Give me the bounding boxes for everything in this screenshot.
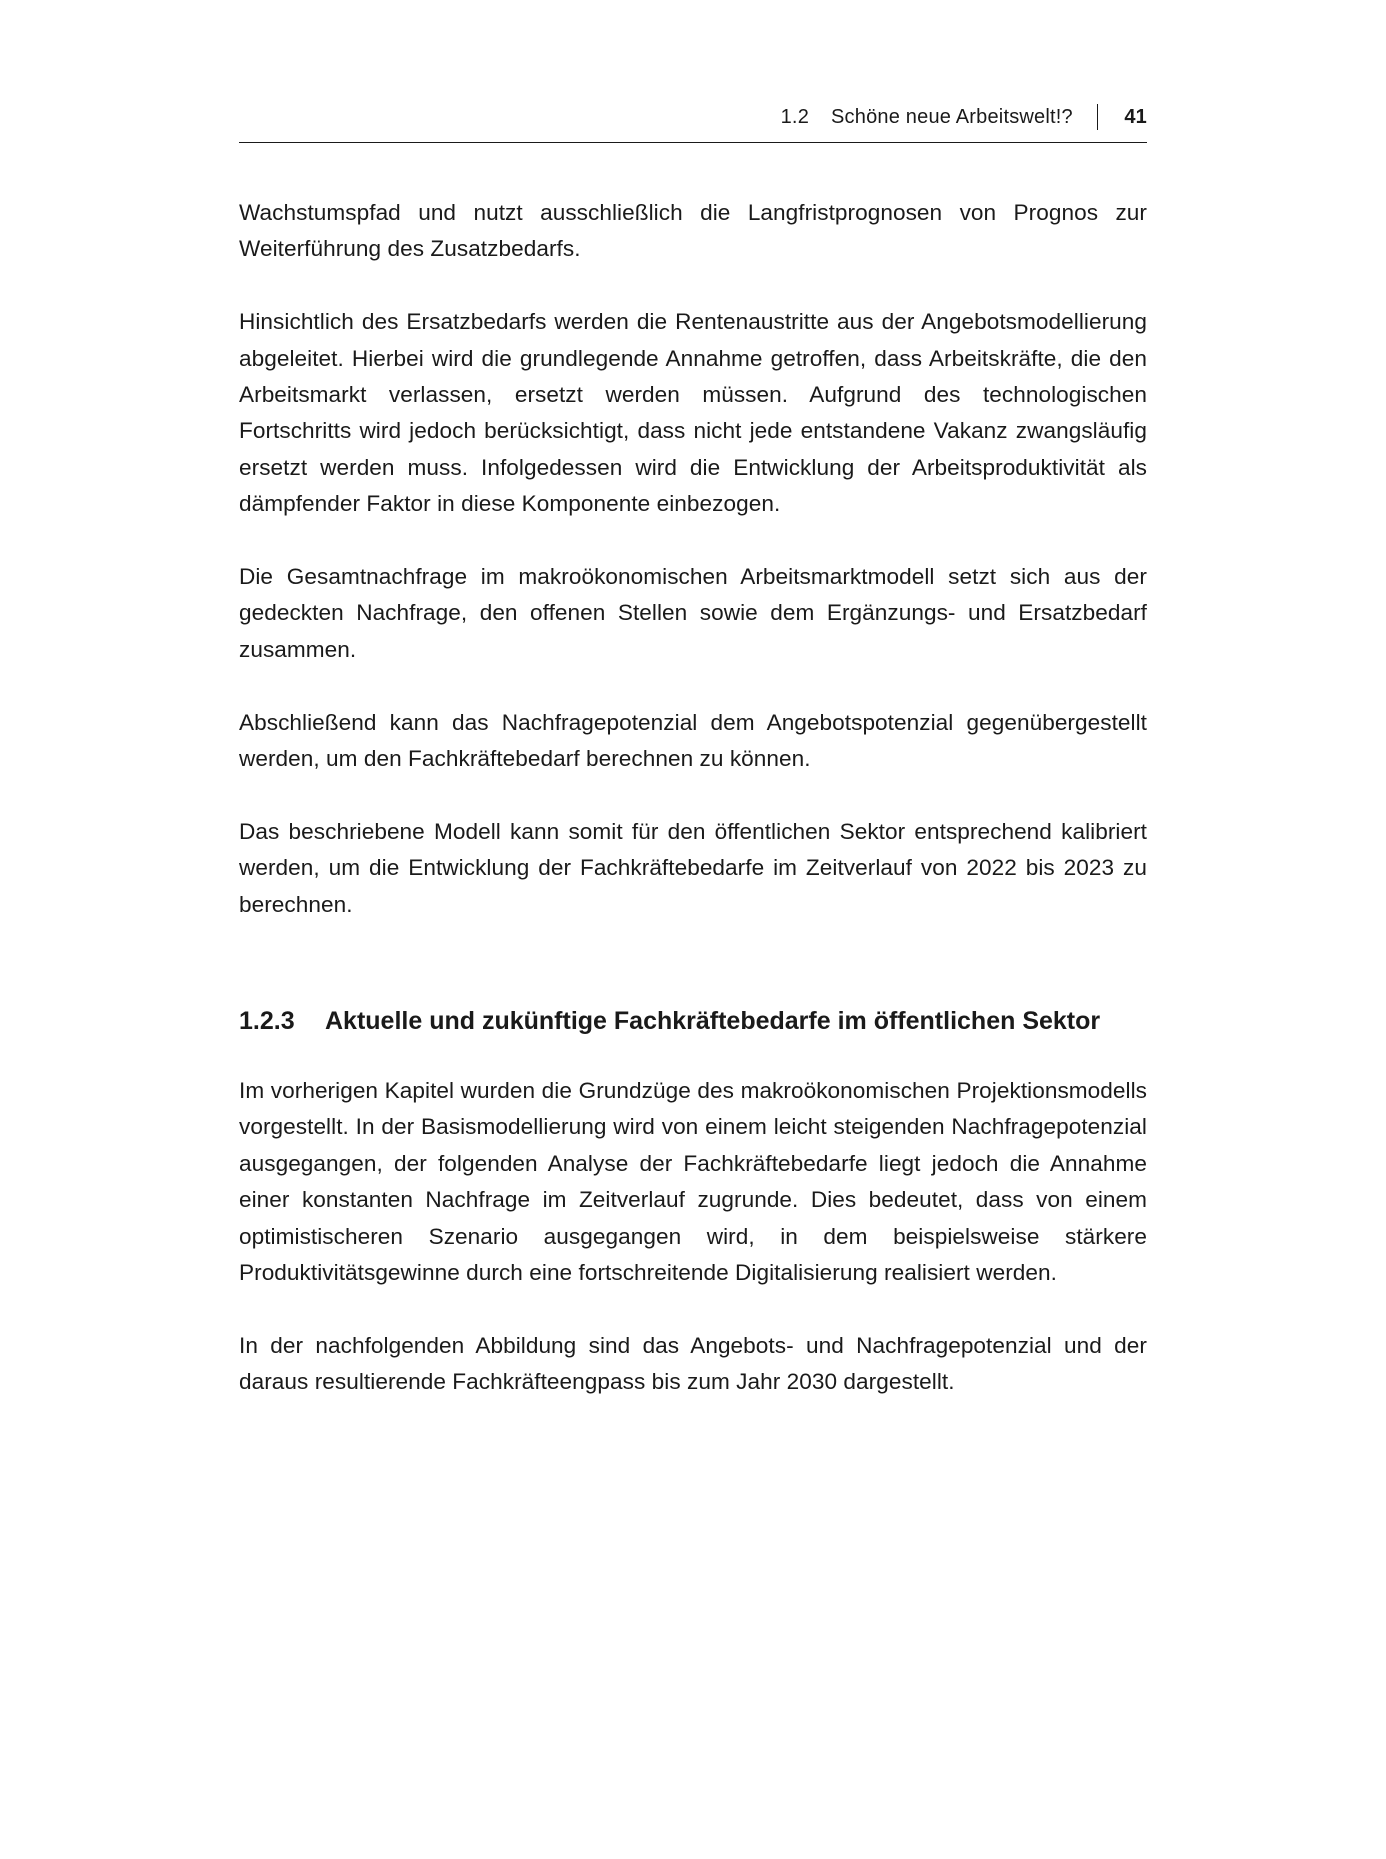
running-header	[239, 104, 1147, 143]
page-number: 41	[1124, 105, 1147, 128]
page-body	[239, 195, 1147, 1437]
paragraph: Im vorherigen Kapitel wurden die Grundzüge des makroökonomischen Projektionsmodells vorgestellt. In der Basismodellierung wird von einem leicht steigenden Nachfragepotenzial ausgegangen, der folgenden Analyse der Fachkräftebedarfe liegt jedoch die Annahme einer konstanten Nachfrage im Zeitverlauf zugrunde. Dies bedeutet, dass von einem optimistischeren Szenario ausgegangen wird, in dem beispielsweise stärkere Produktivitätsgewinne durch eine fortschreitende Digitalisierung realisiert werden.	[239, 1078, 1147, 1286]
section-title: Aktuelle und zukünftige Fachkräftebedarfe im öffentlichen Sektor	[325, 1007, 1101, 1036]
running-header-content	[781, 104, 1147, 130]
header-section-title: Schöne neue Arbeitswelt!?	[831, 105, 1073, 128]
section-number: 1.2.3	[239, 1007, 295, 1036]
paragraph: Hinsichtlich des Ersatzbedarfs werden die Rentenaustritte aus der Angebotsmodellierung abgeleitet. Hierbei wird die grundlegende Annahme getroffen, dass Arbeitskräfte, die den Arbeitsmarkt verlassen, ersetzt werden müssen. Aufgrund des technologischen Fortschritts wird jedoch berücksichtigt, dass nicht jede entstandene Vakanz zwangsläufig ersetzt werden muss. Infolgedessen wird die Entwicklung der Arbeitsproduktivität als dämpfender Faktor in diese Komponente einbezogen.	[239, 309, 1147, 517]
section-heading	[239, 1003, 1147, 1039]
paragraph: Abschließend kann das Nachfragepotenzial dem Angebotspotenzial gegenübergestellt werden, um den Fachkräftebedarf berechnen zu können.	[239, 709, 1147, 772]
paragraph: Die Gesamtnachfrage im makroökonomischen Arbeitsmarktmodell setzt sich aus der gedeckten Nachfrage, den offenen Stellen sowie dem Ergänzungs- und Ersatzbedarf zusammen.	[239, 564, 1147, 662]
header-divider	[1097, 104, 1099, 130]
paragraph: Wachstumspfad und nutzt ausschließlich die Langfristprognosen von Prognos zur Weiterführung des Zusatzbedarfs.	[239, 200, 1147, 262]
paragraph: Das beschriebene Modell kann somit für den öffentlichen Sektor entsprechend kalibriert werden, um die Entwicklung der Fachkräftebedarfe im Zeitverlauf von 2022 bis 2023 zu berechnen.	[239, 818, 1147, 917]
paragraph: In der nachfolgenden Abbildung sind das Angebots- und Nachfragepotenzial und der daraus resultierende Fachkräfteengpass bis zum Jahr 2030 dargestellt.	[239, 1332, 1147, 1395]
header-section-number: 1.2	[780, 105, 810, 128]
